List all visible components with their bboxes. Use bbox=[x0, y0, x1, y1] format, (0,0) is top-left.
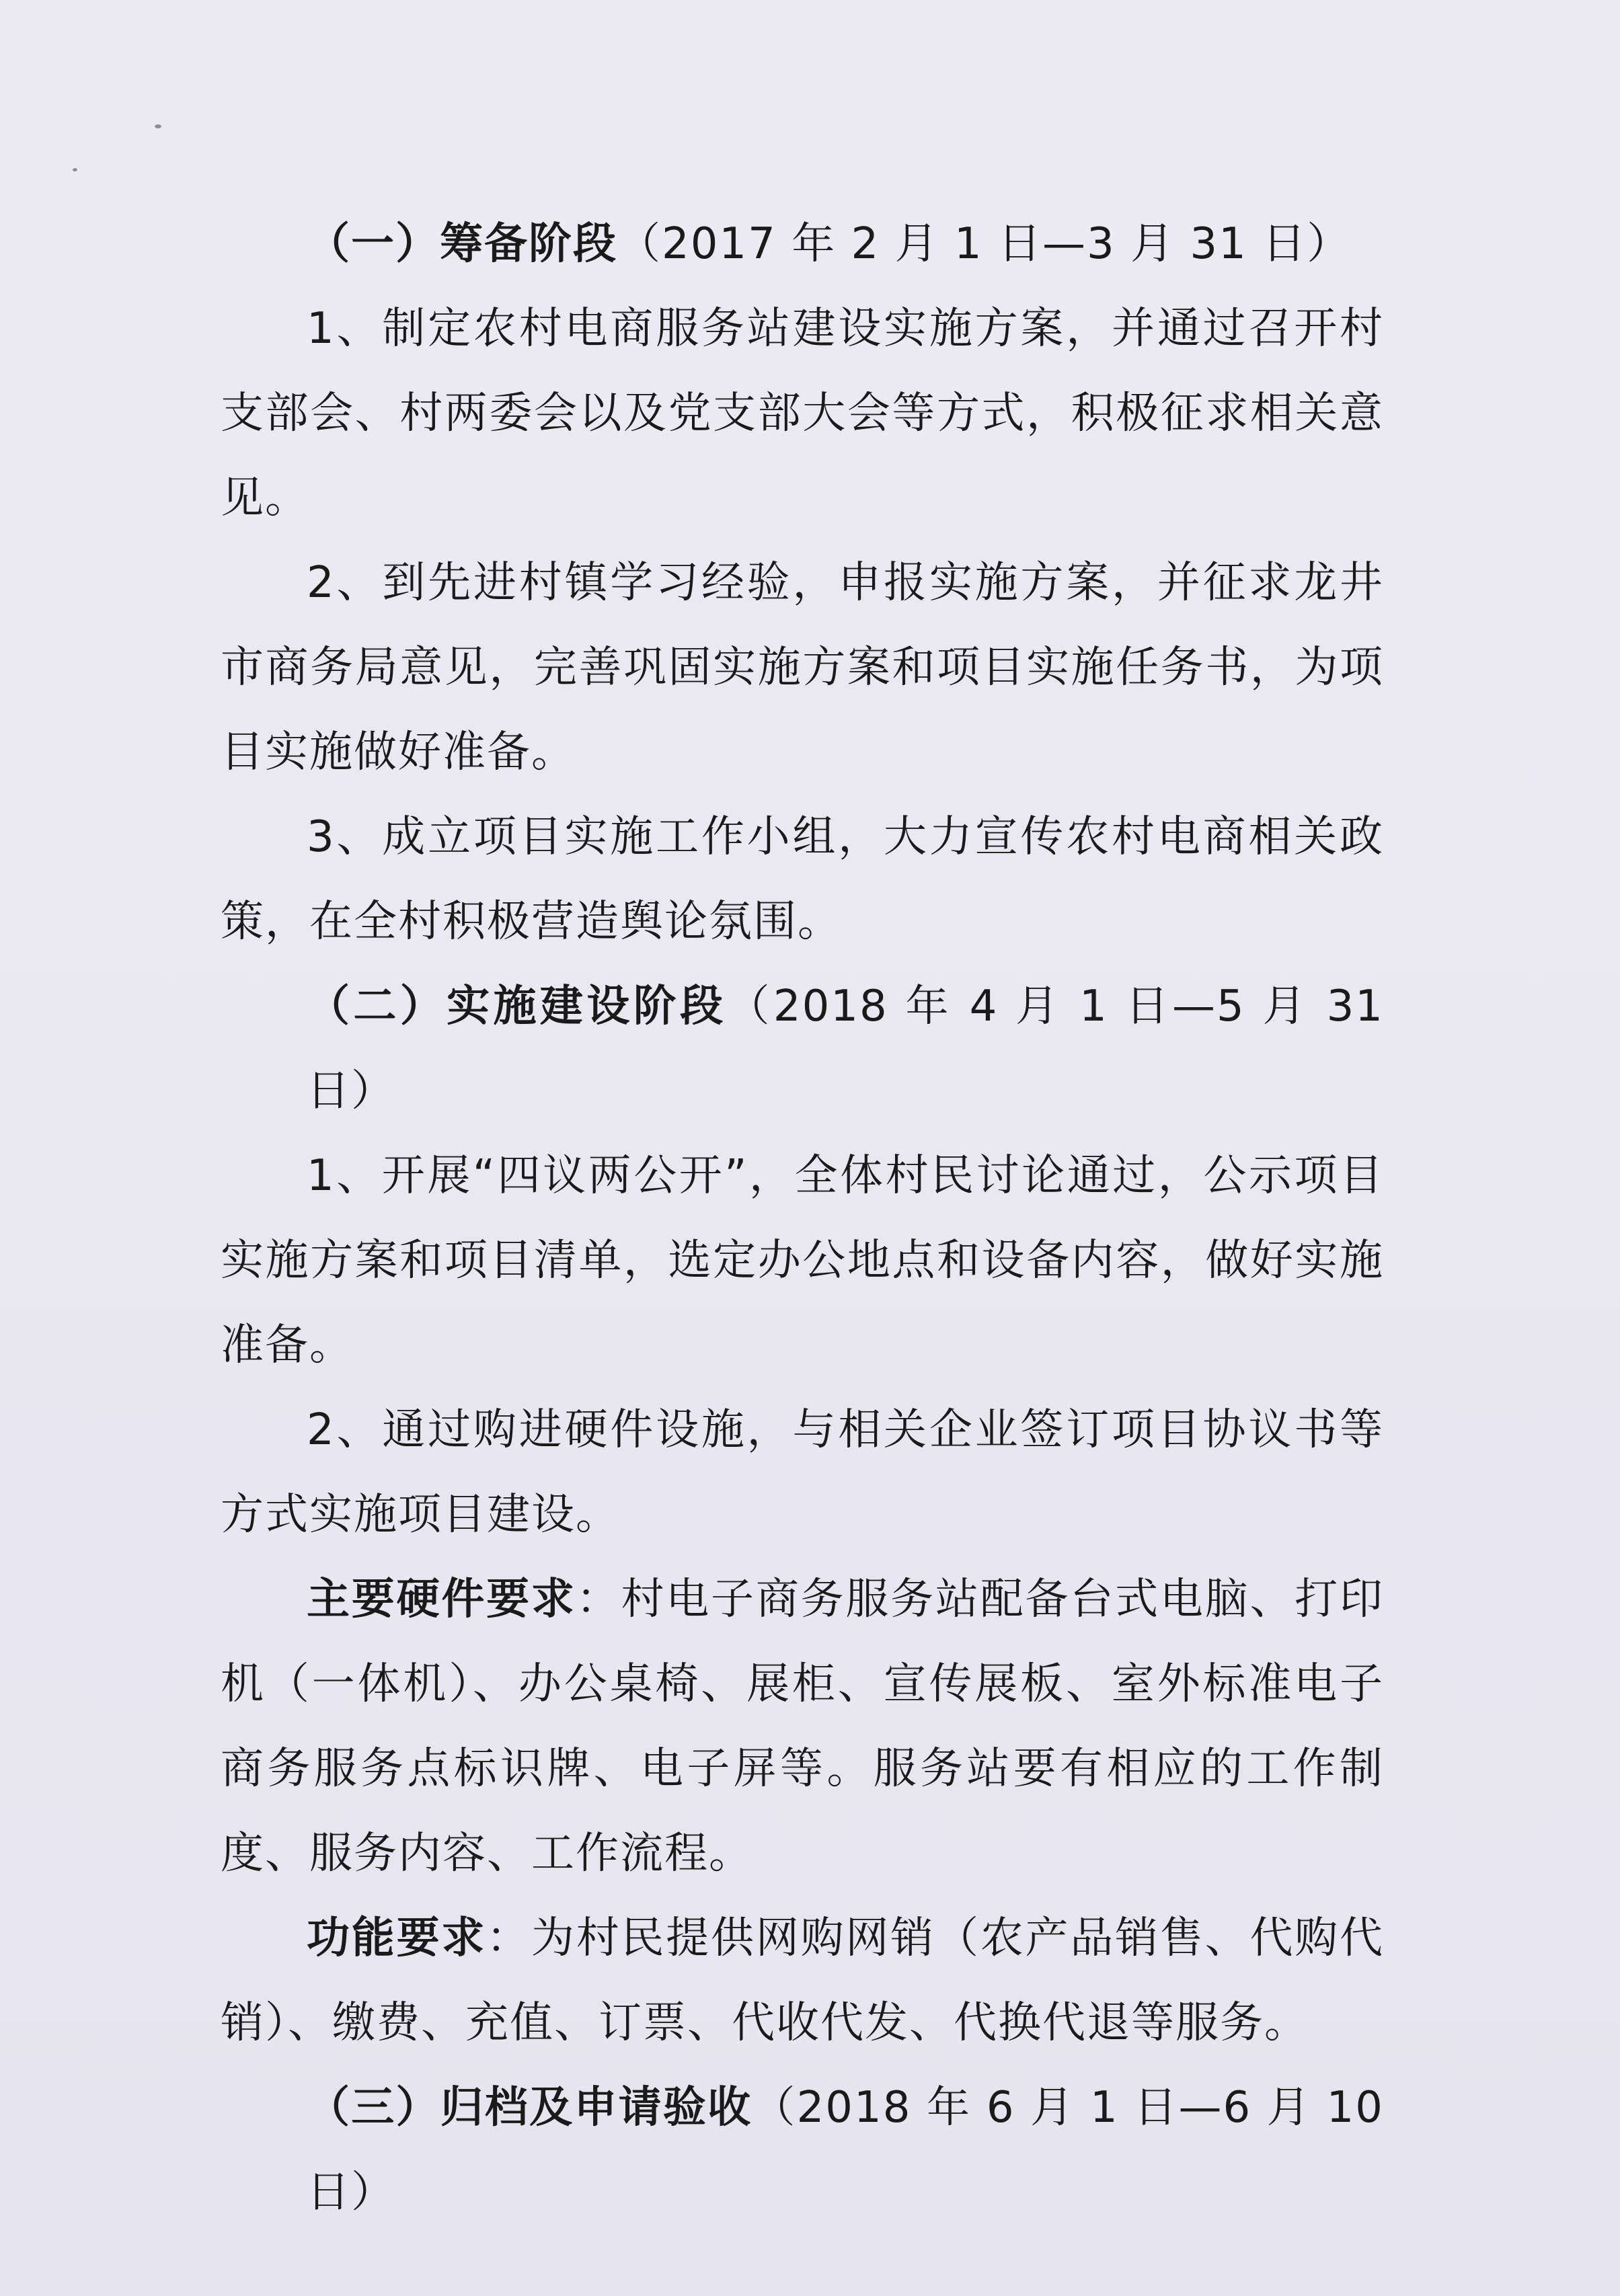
scan-speck bbox=[155, 124, 161, 128]
section-3-title: （三）归档及申请验收 bbox=[307, 2083, 753, 2133]
hardware-requirements bbox=[221, 1557, 1384, 1896]
section-2-dates: （2018 年 4 月 1 日—5 月 31 日） bbox=[307, 982, 1385, 1116]
section-1-item-1: 1、制定农村电商服务站建设实施方案，并通过召开村支部会、村两委会以及党支部大会等方式，积极征求相关意见。 bbox=[221, 304, 1384, 523]
function-requirements-label: 功能要求 bbox=[307, 1913, 487, 1963]
section-2-item-1: 1、开展“四议两公开”，全体村民讨论通过，公示项目实施方案和项目清单，选定办公地点和设备内容，做好实施准备。 bbox=[221, 1151, 1384, 1370]
hardware-requirements-text: ：村电子商务服务站配备台式电脑、打印机（一体机）、办公桌椅、展柜、宣传展板、室外标准电子商务服务点标识牌、电子屏等。服务站要有相应的工作制度、服务内容、工作流程。 bbox=[221, 1575, 1385, 1878]
function-requirements-text: ：为村民提供网购网销（农产品销售、代购代销）、缴费、充值、订票、代收代发、代换代退等服务。 bbox=[221, 1913, 1385, 2048]
document-body bbox=[221, 202, 1384, 2235]
section-1-item-3: 3、成立项目实施工作小组，大力宣传农村电商相关政策，在全村积极营造舆论氛围。 bbox=[221, 812, 1384, 947]
section-3-dates: （2018 年 6 月 1 日—6 月 10 日） bbox=[307, 2083, 1385, 2217]
section-1-dates: （2017 年 2 月 1 日—3 月 31 日） bbox=[617, 219, 1352, 269]
section-1-title: （一）筹备阶段 bbox=[307, 219, 617, 269]
function-requirements bbox=[221, 1896, 1384, 2065]
section-3-heading bbox=[307, 2065, 1384, 2235]
hardware-requirements-label: 主要硬件要求 bbox=[307, 1575, 576, 1624]
section-2-title: （二）实施建设阶段 bbox=[307, 982, 727, 1031]
section-2-heading bbox=[307, 964, 1384, 1134]
scan-speck bbox=[73, 168, 77, 171]
section-1-item-2: 2、到先进村镇学习经验，申报实施方案，并征求龙井市商务局意见，完善巩固实施方案和项目实施任务书，为项目实施做好准备。 bbox=[221, 558, 1384, 777]
section-1-heading bbox=[307, 202, 1384, 286]
section-2-item-2: 2、通过购进硬件设施，与相关企业签订项目协议书等方式实施项目建设。 bbox=[221, 1405, 1384, 1540]
